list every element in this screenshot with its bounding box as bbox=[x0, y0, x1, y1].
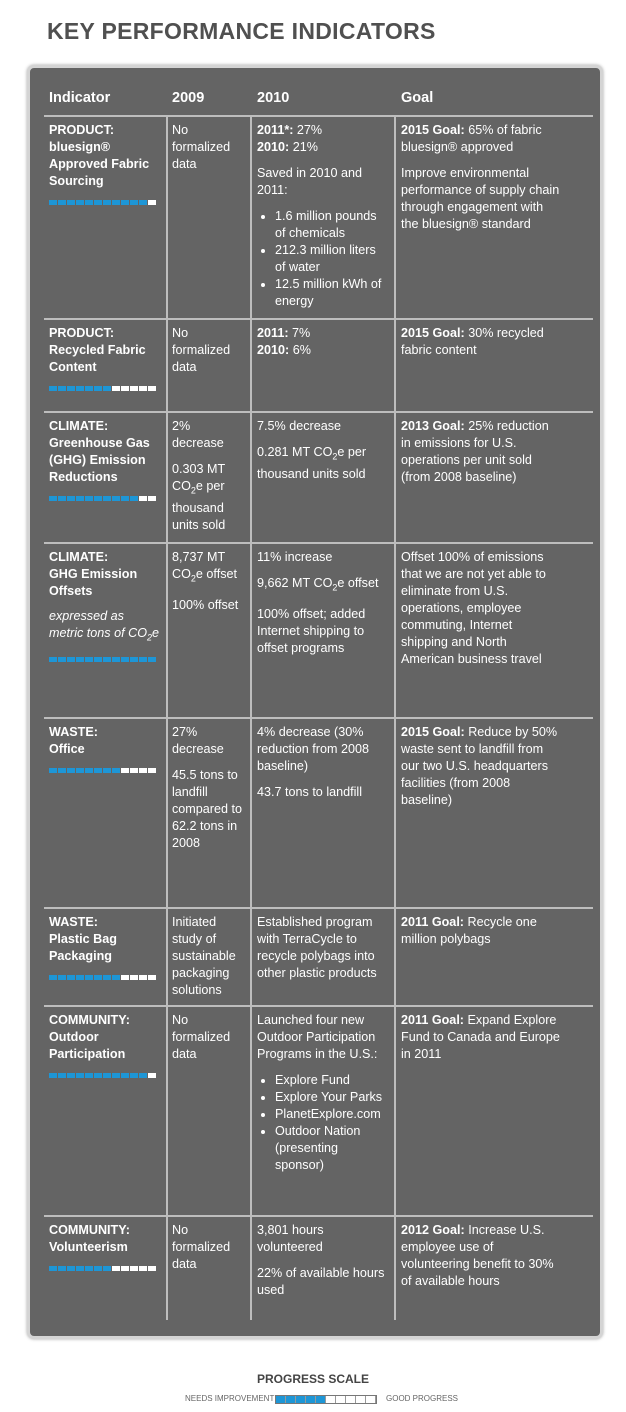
progress-segment bbox=[121, 200, 129, 205]
cell-2009 bbox=[172, 325, 244, 385]
progress-segment bbox=[85, 386, 93, 391]
cell-2010-text: 4% decrease (30% reduction from 2008 baseline) bbox=[257, 725, 370, 773]
cell-2010 bbox=[257, 1222, 389, 1308]
cell-2010-list bbox=[257, 208, 389, 310]
goal-cell bbox=[401, 122, 561, 242]
cell-2010-text: 9,662 MT $CO_2e$ offset bbox=[257, 576, 379, 593]
progress-segment bbox=[121, 657, 129, 662]
progress-segment bbox=[130, 386, 138, 391]
progress-segment bbox=[58, 496, 66, 501]
progress-bar bbox=[49, 657, 159, 662]
row-divider bbox=[44, 318, 593, 320]
cell-2010-values bbox=[257, 325, 389, 359]
progress-segment bbox=[121, 975, 129, 980]
progress-segment bbox=[148, 386, 156, 391]
cell-2010-value-line bbox=[257, 325, 389, 342]
progress-segment bbox=[58, 386, 66, 391]
cell-2009-text: 8,737 MT $CO_2e$ offset bbox=[172, 550, 237, 584]
cell-2010 bbox=[257, 724, 389, 810]
goal-text bbox=[401, 325, 561, 359]
value-text: 6% bbox=[289, 343, 311, 357]
progress-segment bbox=[112, 1073, 120, 1078]
progress-segment bbox=[148, 1073, 156, 1078]
row-divider bbox=[44, 907, 593, 909]
cell-2010-text: 22% of available hours used bbox=[257, 1266, 385, 1297]
header-goal: Goal bbox=[401, 90, 434, 106]
goal-label: 2015 Goal: bbox=[401, 123, 465, 137]
value-text: 27% bbox=[293, 123, 323, 137]
cell-2009 bbox=[172, 1012, 244, 1072]
indicator-name: Office bbox=[49, 742, 85, 756]
progress-segment bbox=[148, 657, 156, 662]
cell-2010-list-item: • PlanetExplore.com bbox=[275, 1106, 389, 1123]
indicator-category: WASTE: bbox=[49, 725, 98, 739]
progress-segment bbox=[67, 496, 75, 501]
progress-segment bbox=[49, 200, 57, 205]
progress-segment bbox=[76, 768, 84, 773]
cell-2010-text: 3,801 hours volunteered bbox=[257, 1223, 324, 1254]
progress-segment bbox=[148, 200, 156, 205]
cell-2010-list-item: • Explore Your Parks bbox=[275, 1089, 389, 1106]
progress-bar bbox=[49, 1266, 159, 1271]
progress-segment bbox=[85, 1266, 93, 1271]
progress-scale-bar bbox=[275, 1395, 377, 1404]
goal-cell bbox=[401, 1222, 561, 1299]
goal-label: 2011 Goal: bbox=[401, 915, 465, 929]
progress-segment bbox=[112, 768, 120, 773]
indicator-cell bbox=[49, 914, 159, 980]
progress-scale-segment bbox=[316, 1396, 326, 1403]
progress-segment bbox=[121, 386, 129, 391]
progress-scale-segment bbox=[296, 1396, 306, 1403]
cell-2009-text: No formalized data bbox=[172, 1013, 231, 1061]
progress-segment bbox=[49, 1266, 57, 1271]
progress-segment bbox=[76, 1266, 84, 1271]
cell-2010-list-item: • 1.6 million pounds of chemicals bbox=[275, 208, 389, 242]
page-title: KEY PERFORMANCE INDICATORS bbox=[47, 18, 436, 44]
progress-segment bbox=[58, 1266, 66, 1271]
progress-segment bbox=[103, 975, 111, 980]
cell-2010-text: Saved in 2010 and 2011: bbox=[257, 166, 363, 197]
progress-segment bbox=[49, 975, 57, 980]
progress-bar bbox=[49, 496, 159, 501]
column-divider bbox=[166, 115, 168, 1320]
indicator-cell bbox=[49, 724, 159, 773]
scale-label-good-progress: GOOD PROGRESS bbox=[386, 1394, 459, 1403]
header-2010: 2010 bbox=[257, 90, 290, 106]
progress-segment bbox=[121, 1266, 129, 1271]
progress-segment bbox=[67, 200, 75, 205]
goal-label: 2015 Goal: bbox=[401, 326, 465, 340]
progress-segment bbox=[139, 386, 147, 391]
goal-description: Reduce by 50% waste sent to landfill from our two U.S. headquarters facilities (from 2008 baseline) bbox=[401, 725, 558, 807]
progress-scale-segment bbox=[346, 1396, 356, 1403]
progress-scale-segment bbox=[326, 1396, 336, 1403]
cell-2010-text: 7.5% decrease bbox=[257, 419, 342, 433]
progress-segment bbox=[58, 657, 66, 662]
cell-2010 bbox=[257, 122, 389, 310]
goal-description: Increase U.S. employee use of volunteering benefit to 30% of available hours bbox=[401, 1223, 554, 1288]
progress-segment bbox=[67, 1266, 75, 1271]
goal-cell bbox=[401, 1012, 561, 1072]
goal-label: 2013 Goal: bbox=[401, 419, 465, 433]
cell-2009-text: 0.303 MT $CO_2e$ per thousand units sold bbox=[172, 462, 226, 532]
cell-2010-list-item: • Outdoor Nation (presenting sponsor) bbox=[275, 1123, 389, 1174]
goal-text bbox=[401, 914, 561, 948]
indicator-cell bbox=[49, 549, 159, 662]
indicator-category: COMMUNITY: bbox=[49, 1223, 130, 1237]
indicator-name: GHG Emission Offsets bbox=[49, 567, 138, 598]
progress-segment bbox=[94, 386, 102, 391]
indicator-category: PRODUCT: bbox=[49, 123, 115, 137]
progress-segment bbox=[139, 200, 147, 205]
progress-segment bbox=[94, 657, 102, 662]
goal-text bbox=[401, 1222, 561, 1290]
indicator-name: Greenhouse Gas (GHG) Emission Reductions bbox=[49, 436, 150, 484]
goal-extra-text: Improve environmental performance of supply chain through engagement with the bluesign® standard bbox=[401, 166, 560, 231]
value-label: 2011*: bbox=[257, 123, 294, 137]
goal-description: Offset 100% of emissions that we are not yet able to eliminate from U.S. operations, employee commuting, Internet shipping and North American business travel bbox=[401, 550, 546, 666]
progress-segment bbox=[76, 386, 84, 391]
value-text: 7% bbox=[288, 326, 311, 340]
progress-segment bbox=[130, 768, 138, 773]
cell-2009 bbox=[172, 724, 244, 861]
progress-segment bbox=[139, 1073, 147, 1078]
cell-2010 bbox=[257, 325, 389, 368]
header-indicator: Indicator bbox=[49, 90, 111, 106]
cell-2009 bbox=[172, 122, 244, 182]
progress-segment bbox=[49, 496, 57, 501]
goal-label: 2015 Goal: bbox=[401, 725, 465, 739]
value-label: 2010: bbox=[257, 343, 290, 357]
cell-2010-text: 0.281 MT $CO_2e$ per thousand units sold bbox=[257, 445, 367, 481]
progress-segment bbox=[103, 386, 111, 391]
progress-bar bbox=[49, 768, 159, 773]
column-divider bbox=[250, 115, 252, 1320]
cell-2010-text: Established program with TerraCycle to recycle polybags into other plastic products bbox=[257, 915, 377, 980]
goal-description: 30% recycled fabric content bbox=[401, 326, 544, 357]
cell-2009 bbox=[172, 1222, 244, 1282]
progress-segment bbox=[112, 200, 120, 205]
progress-segment bbox=[94, 1266, 102, 1271]
cell-2010-list-item: • 212.3 million liters of water bbox=[275, 242, 389, 276]
cell-2009 bbox=[172, 914, 244, 1008]
goal-description: 25% reduction in emissions for U.S. operations per unit sold (from 2008 baseline) bbox=[401, 419, 549, 484]
value-label: 2011: bbox=[257, 326, 289, 340]
progress-segment bbox=[85, 768, 93, 773]
indicator-name: Volunteerism bbox=[49, 1240, 128, 1254]
progress-segment bbox=[94, 496, 102, 501]
progress-segment bbox=[76, 200, 84, 205]
goal-text bbox=[401, 549, 561, 668]
progress-segment bbox=[130, 1073, 138, 1078]
indicator-note: expressed as metric tons of $CO_2e$ bbox=[49, 609, 160, 643]
progress-segment bbox=[139, 496, 147, 501]
progress-segment bbox=[85, 1073, 93, 1078]
value-text: 21% bbox=[289, 140, 318, 154]
progress-segment bbox=[49, 657, 57, 662]
row-divider bbox=[44, 1215, 593, 1217]
progress-segment bbox=[130, 1266, 138, 1271]
progress-segment bbox=[85, 496, 93, 501]
goal-description: 65% of fabric bluesign® approved bbox=[401, 123, 542, 154]
goal-text bbox=[401, 418, 561, 486]
progress-segment bbox=[67, 1073, 75, 1078]
cell-2010-values bbox=[257, 122, 389, 156]
value-label: 2010: bbox=[257, 140, 290, 154]
progress-segment bbox=[76, 975, 84, 980]
goal-text bbox=[401, 122, 561, 156]
progress-segment bbox=[112, 386, 120, 391]
goal-text bbox=[401, 1012, 561, 1063]
row-divider bbox=[44, 717, 593, 719]
goal-description: Recycle one million polybags bbox=[401, 915, 537, 946]
progress-segment bbox=[67, 768, 75, 773]
progress-segment bbox=[148, 768, 156, 773]
progress-bar bbox=[49, 386, 159, 391]
progress-segment bbox=[58, 768, 66, 773]
progress-segment bbox=[130, 657, 138, 662]
progress-segment bbox=[103, 768, 111, 773]
progress-segment bbox=[148, 975, 156, 980]
row-divider bbox=[44, 1005, 593, 1007]
progress-segment bbox=[58, 975, 66, 980]
cell-2010 bbox=[257, 549, 389, 666]
indicator-name: Plastic Bag Packaging bbox=[49, 932, 117, 963]
progress-segment bbox=[112, 496, 120, 501]
cell-2009-text: 27% decrease bbox=[172, 725, 224, 756]
progress-segment bbox=[85, 975, 93, 980]
cell-2010 bbox=[257, 914, 389, 991]
progress-segment bbox=[67, 386, 75, 391]
cell-2009 bbox=[172, 549, 244, 623]
progress-segment bbox=[49, 386, 57, 391]
progress-segment bbox=[49, 768, 57, 773]
cell-2010 bbox=[257, 418, 389, 492]
progress-segment bbox=[49, 1073, 57, 1078]
row-divider bbox=[44, 115, 593, 117]
cell-2010-text: Launched four new Outdoor Participation Programs in the U.S.: bbox=[257, 1013, 378, 1061]
progress-segment bbox=[103, 496, 111, 501]
progress-segment bbox=[139, 768, 147, 773]
progress-scale-title: PROGRESS SCALE bbox=[256, 1372, 370, 1386]
goal-cell bbox=[401, 325, 561, 368]
progress-segment bbox=[76, 1073, 84, 1078]
indicator-cell bbox=[49, 1222, 159, 1271]
cell-2010-text: 100% offset; added Internet shipping to offset programs bbox=[257, 606, 366, 655]
progress-segment bbox=[94, 200, 102, 205]
progress-scale-segment bbox=[356, 1396, 366, 1403]
cell-2010-list bbox=[257, 1072, 389, 1174]
progress-segment bbox=[67, 975, 75, 980]
goal-label: 2011 Goal: bbox=[401, 1013, 465, 1027]
goal-description: Expand Explore Fund to Canada and Europe in 2011 bbox=[401, 1013, 560, 1061]
indicator-category: WASTE: bbox=[49, 915, 98, 929]
cell-2010 bbox=[257, 1012, 389, 1174]
progress-scale-segment bbox=[306, 1396, 316, 1403]
progress-segment bbox=[112, 1266, 120, 1271]
progress-scale-segment bbox=[286, 1396, 296, 1403]
scale-label-needs-improvement: NEEDS IMPROVEMENT bbox=[185, 1394, 275, 1403]
indicator-cell bbox=[49, 418, 159, 501]
cell-2010-list-item: • 12.5 million kWh of energy bbox=[275, 276, 389, 310]
progress-segment bbox=[94, 1073, 102, 1078]
goal-text bbox=[401, 724, 561, 809]
progress-bar bbox=[49, 1073, 159, 1078]
cell-2009-text: No formalized data bbox=[172, 1223, 231, 1271]
progress-segment bbox=[103, 200, 111, 205]
indicator-name: bluesign® Approved Fabric Sourcing bbox=[49, 140, 150, 188]
progress-segment bbox=[58, 200, 66, 205]
progress-segment bbox=[148, 496, 156, 501]
progress-segment bbox=[130, 496, 138, 501]
header-2009: 2009 bbox=[172, 90, 205, 106]
progress-segment bbox=[85, 657, 93, 662]
cell-2010-list-item: • Explore Fund bbox=[275, 1072, 389, 1089]
progress-segment bbox=[103, 1073, 111, 1078]
row-divider bbox=[44, 542, 593, 544]
cell-2009-text: No formalized data bbox=[172, 123, 231, 171]
cell-2009-text: 2% decrease bbox=[172, 419, 224, 450]
row-divider bbox=[44, 411, 593, 413]
progress-segment bbox=[94, 975, 102, 980]
progress-scale-segment bbox=[276, 1396, 286, 1403]
cell-2010-value-line bbox=[257, 342, 389, 359]
column-divider bbox=[394, 115, 396, 1320]
progress-segment bbox=[121, 768, 129, 773]
progress-segment bbox=[76, 496, 84, 501]
progress-segment bbox=[103, 657, 111, 662]
indicator-category: CLIMATE: bbox=[49, 419, 109, 433]
cell-2009-text: Initiated study of sustainable packaging solutions bbox=[172, 915, 236, 997]
goal-cell bbox=[401, 549, 561, 677]
progress-segment bbox=[112, 657, 120, 662]
goal-cell bbox=[401, 418, 561, 495]
progress-segment bbox=[139, 1266, 147, 1271]
progress-scale-segment bbox=[366, 1396, 376, 1403]
progress-segment bbox=[130, 200, 138, 205]
cell-2009-text: 100% offset bbox=[172, 597, 239, 612]
progress-bar bbox=[49, 975, 159, 980]
progress-segment bbox=[139, 975, 147, 980]
goal-cell bbox=[401, 724, 561, 818]
cell-2009-text: No formalized data bbox=[172, 326, 231, 374]
progress-segment bbox=[139, 657, 147, 662]
cell-2009-text: 45.5 tons to landfill compared to 62.2 tons in 2008 bbox=[172, 768, 243, 850]
progress-scale-segment bbox=[336, 1396, 346, 1403]
indicator-name: Recycled Fabric Content bbox=[49, 343, 146, 374]
indicator-category: COMMUNITY: bbox=[49, 1013, 130, 1027]
progress-segment bbox=[148, 1266, 156, 1271]
progress-segment bbox=[130, 975, 138, 980]
progress-segment bbox=[103, 1266, 111, 1271]
progress-segment bbox=[121, 496, 129, 501]
progress-bar bbox=[49, 200, 159, 205]
progress-segment bbox=[58, 1073, 66, 1078]
cell-2009 bbox=[172, 418, 244, 543]
indicator-category: PRODUCT: bbox=[49, 326, 115, 340]
cell-2010-text: 43.7 tons to landfill bbox=[257, 785, 363, 799]
progress-segment bbox=[76, 657, 84, 662]
cell-2010-value-line bbox=[257, 139, 389, 156]
progress-segment bbox=[85, 200, 93, 205]
goal-cell bbox=[401, 914, 561, 957]
indicator-category: CLIMATE: bbox=[49, 550, 109, 564]
indicator-cell bbox=[49, 325, 159, 391]
progress-segment bbox=[112, 975, 120, 980]
indicator-cell bbox=[49, 1012, 159, 1078]
indicator-cell bbox=[49, 122, 159, 205]
progress-segment bbox=[121, 1073, 129, 1078]
cell-2010-text: 11% increase bbox=[257, 550, 333, 564]
progress-segment bbox=[67, 657, 75, 662]
indicator-name: Outdoor Participation bbox=[49, 1030, 126, 1061]
progress-segment bbox=[94, 768, 102, 773]
cell-2010-value-line bbox=[257, 122, 389, 139]
goal-label: 2012 Goal: bbox=[401, 1223, 465, 1237]
